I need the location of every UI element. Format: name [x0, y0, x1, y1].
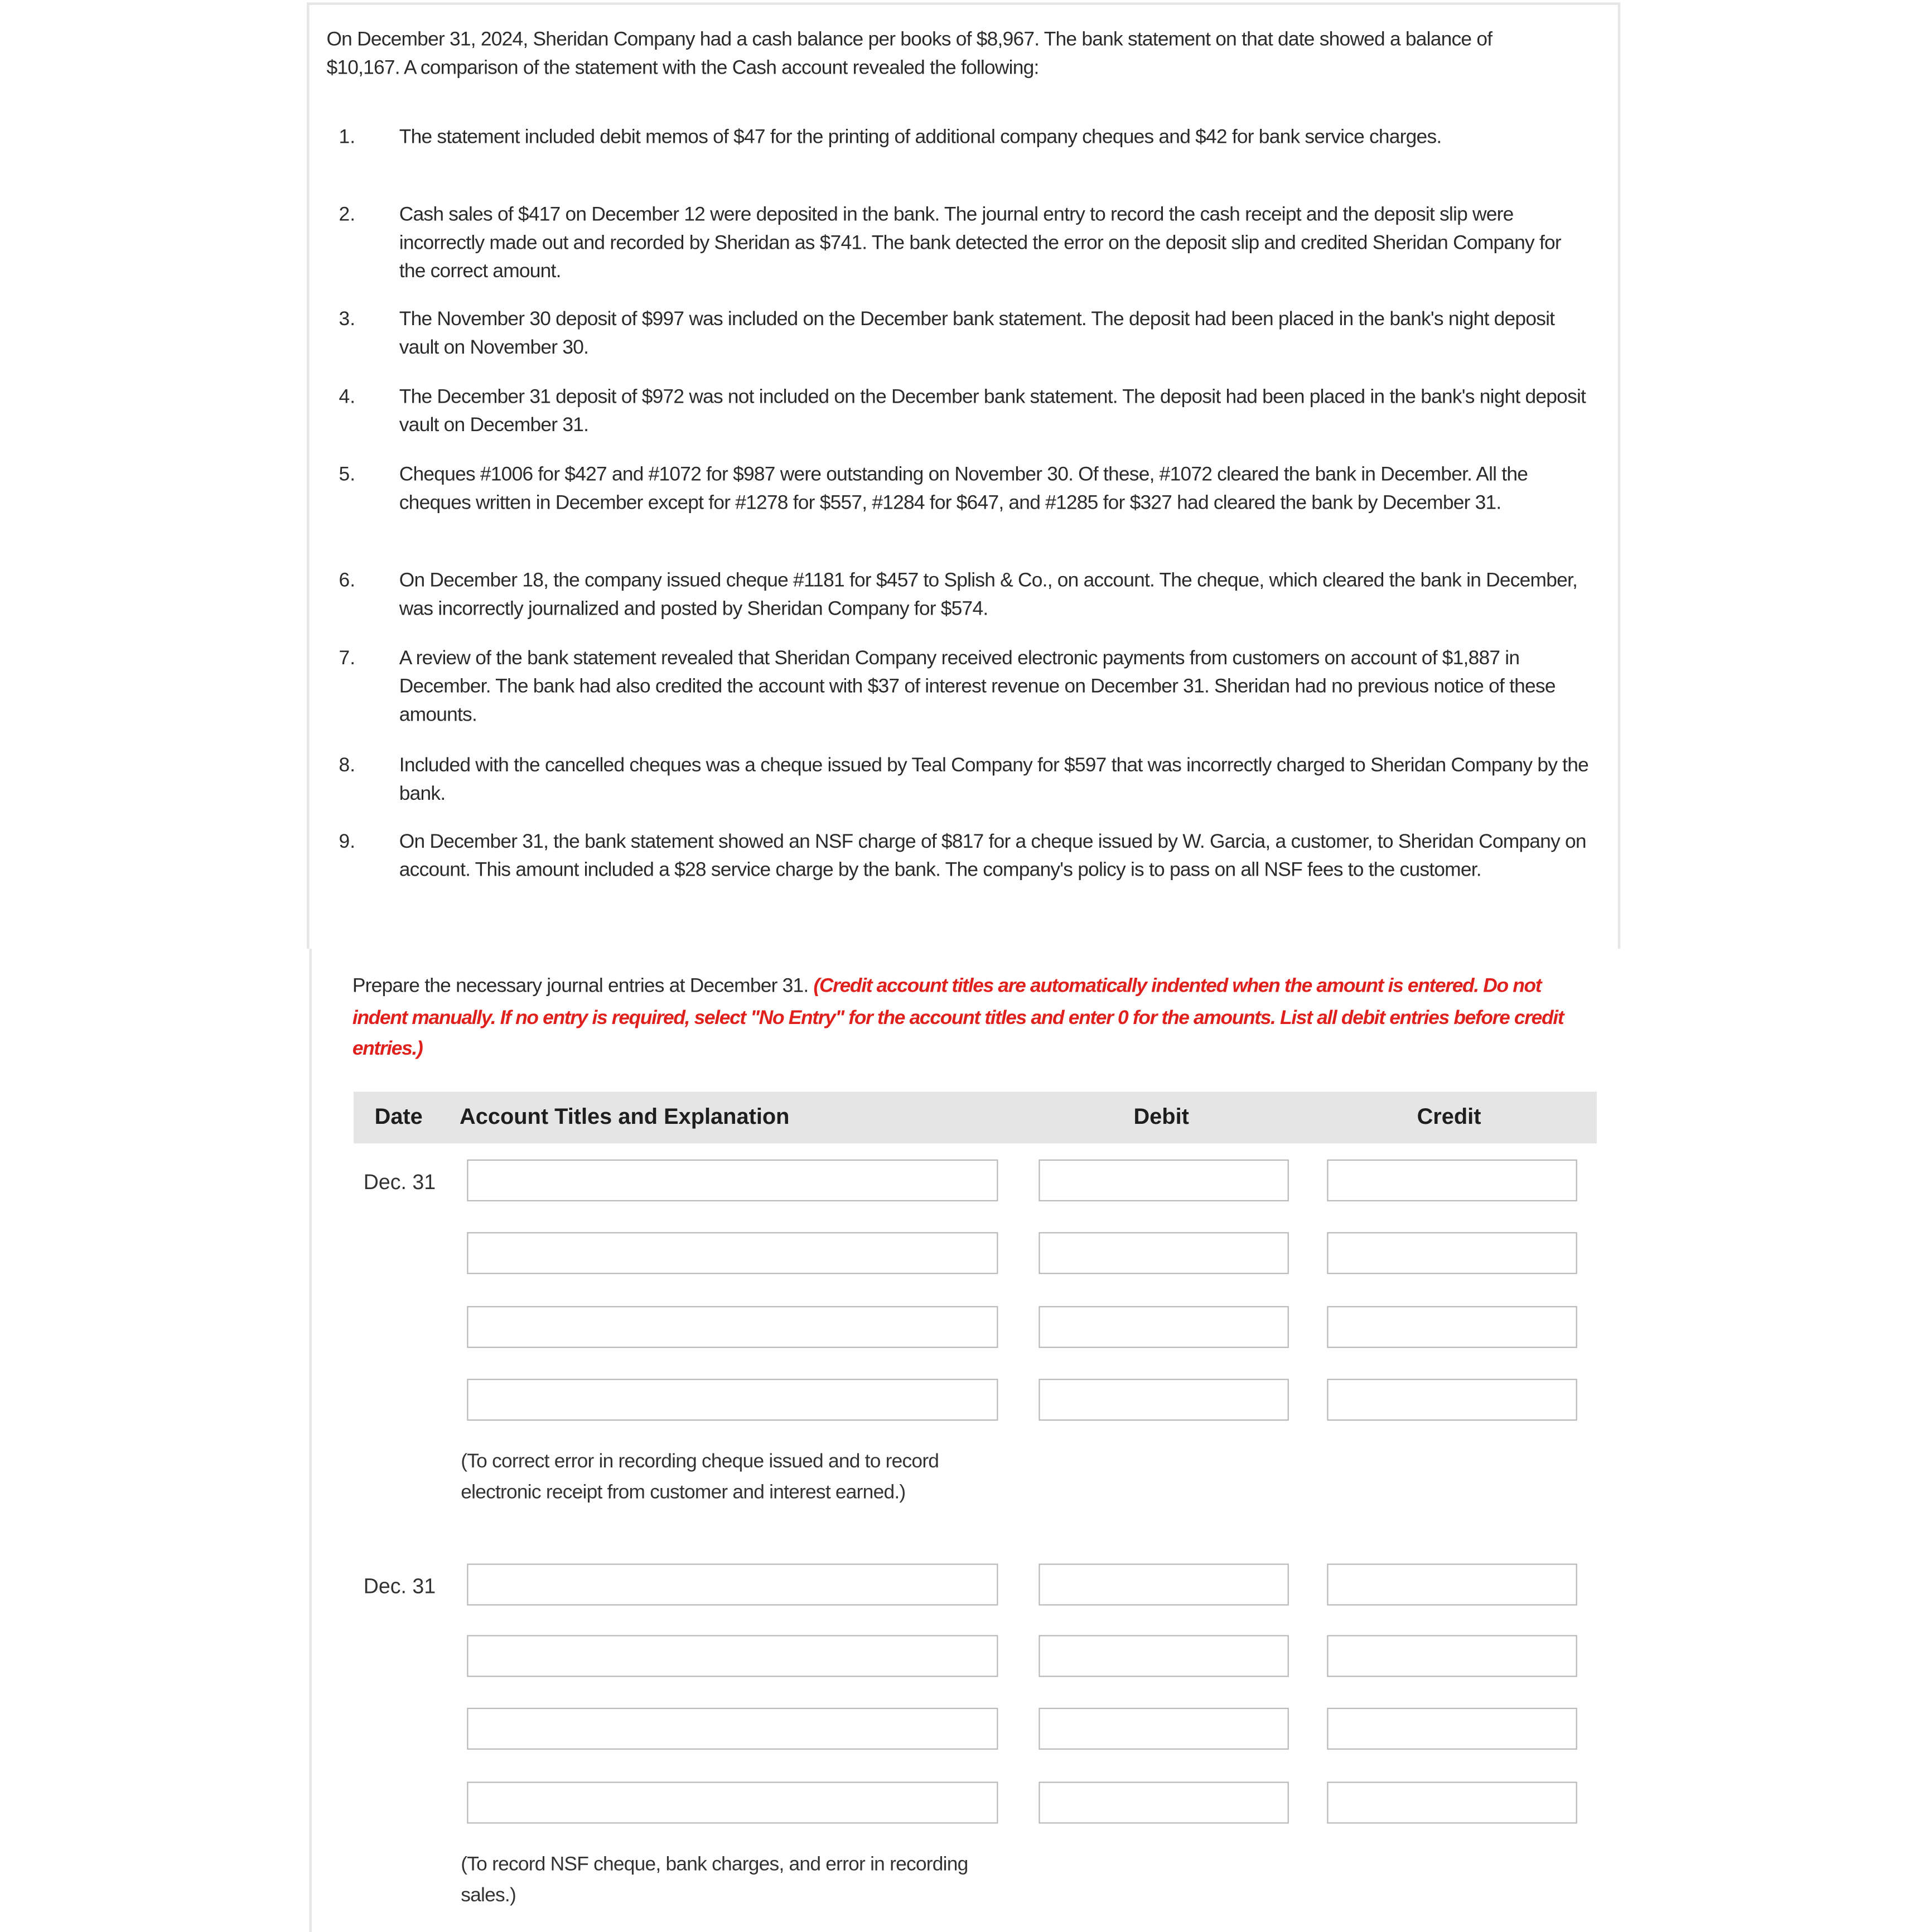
- instruction-text: Prepare the necessary journal entries at December 31.: [352, 975, 814, 997]
- item-number: 8.: [339, 755, 356, 776]
- account-title-input[interactable]: [467, 1782, 998, 1824]
- account-title-input[interactable]: [467, 1306, 998, 1348]
- problem-panel: [307, 2, 1620, 949]
- debit-input[interactable]: [1039, 1782, 1288, 1824]
- problem-intro: On December 31, 2024, Sheridan Company had a cash balance per books of $8,967. The bank statement on that date showed a balance of $10,167. A comparison of the statement with the Cash account revealed the following:: [326, 30, 1493, 79]
- credit-input[interactable]: [1327, 1160, 1577, 1201]
- item-number: 7.: [339, 648, 356, 669]
- answer-panel: [310, 949, 1621, 1932]
- account-title-input[interactable]: [467, 1232, 998, 1274]
- entry-explanation: (To correct error in recording cheque issued and to record electronic receipt from customer and interest earned.): [461, 1451, 939, 1503]
- account-title-input[interactable]: [467, 1708, 998, 1750]
- credit-input[interactable]: [1327, 1782, 1577, 1824]
- header-debit: Debit: [1133, 1104, 1189, 1129]
- debit-input[interactable]: [1039, 1563, 1288, 1605]
- item-number: 5.: [339, 464, 356, 486]
- debit-input[interactable]: [1039, 1306, 1288, 1348]
- instructions: [352, 971, 1585, 1065]
- item-text: Included with the cancelled cheques was a cheque issued by Teal Company for $597 that was incorrectly charged to Sheridan Company by the bank.: [399, 755, 1589, 805]
- instruction-note: (Credit account titles are automatically indented when the amount is entered. Do not indent manually. If no entry is required, select "No Entry" for the account titles and enter 0 for the amounts. List all debit entries before credit entries.): [352, 975, 1564, 1060]
- credit-input[interactable]: [1327, 1232, 1577, 1274]
- credit-input[interactable]: [1327, 1708, 1577, 1750]
- item-text: On December 18, the company issued cheque #1181 for $457 to Splish & Co., on account. The cheque, which cleared the bank in December, was incorrectly journalized and posted by Sheridan Company for $574.: [399, 570, 1578, 620]
- header-date: Date: [374, 1104, 423, 1129]
- credit-input[interactable]: [1327, 1306, 1577, 1348]
- account-title-input[interactable]: [467, 1635, 998, 1677]
- debit-input[interactable]: [1039, 1708, 1288, 1750]
- item-number: 3.: [339, 309, 356, 331]
- entry-date: Dec. 31: [363, 1574, 436, 1598]
- entry-date: Dec. 31: [363, 1170, 436, 1194]
- debit-input[interactable]: [1039, 1232, 1288, 1274]
- account-title-input[interactable]: [467, 1379, 998, 1421]
- account-title-input[interactable]: [467, 1563, 998, 1605]
- item-text: Cheques #1006 for $427 and #1072 for $987 were outstanding on November 30. Of these, #1072 cleared the bank in December. All the cheques written in December except for #1278 for $557, #1284 for $647, and #1285 for $327 had cleared the bank by December 31.: [399, 464, 1528, 514]
- debit-input[interactable]: [1039, 1160, 1288, 1201]
- item-text: Cash sales of $417 on December 12 were deposited in the bank. The journal entry to record the cash receipt and the deposit slip were incorrectly made out and recorded by Sheridan as $741. The bank detected the error on the deposit slip and credited Sheridan Company for the correct amount.: [399, 204, 1561, 282]
- item-number: 6.: [339, 570, 356, 592]
- item-text: The November 30 deposit of $997 was included on the December bank statement. The deposit had been placed in the bank's night deposit vault on November 30.: [399, 309, 1555, 359]
- item-text: A review of the bank statement revealed that Sheridan Company received electronic payments from customers on account of $1,887 in December. The bank had also credited the account with $37 of interest revenue on December 31. Sheridan had no previous notice of these amounts.: [399, 648, 1556, 726]
- entry-explanation: (To record NSF cheque, bank charges, and error in recording sales.): [461, 1854, 968, 1906]
- header-credit: Credit: [1417, 1104, 1481, 1129]
- item-number: 4.: [339, 387, 356, 408]
- debit-input[interactable]: [1039, 1379, 1288, 1421]
- header-account: Account Titles and Explanation: [460, 1104, 790, 1129]
- credit-input[interactable]: [1327, 1379, 1577, 1421]
- account-title-input[interactable]: [467, 1160, 998, 1201]
- credit-input[interactable]: [1327, 1635, 1577, 1677]
- credit-input[interactable]: [1327, 1563, 1577, 1605]
- item-text: The statement included debit memos of $47 for the printing of additional company cheques and $42 for bank service charges.: [399, 127, 1442, 148]
- item-text: The December 31 deposit of $972 was not included on the December bank statement. The deposit had been placed in the bank's night deposit vault on December 31.: [399, 387, 1586, 437]
- journal-table-header: [354, 1091, 1597, 1143]
- item-number: 2.: [339, 204, 356, 226]
- debit-input[interactable]: [1039, 1635, 1288, 1677]
- item-number: 9.: [339, 832, 356, 853]
- item-text: On December 31, the bank statement showed an NSF charge of $817 for a cheque issued by W. Garcia, a customer, to Sheridan Company on account. This amount included a $28 service charge by the bank. The company's policy is to pass on all NSF fees to the customer.: [399, 832, 1586, 881]
- item-number: 1.: [339, 127, 356, 148]
